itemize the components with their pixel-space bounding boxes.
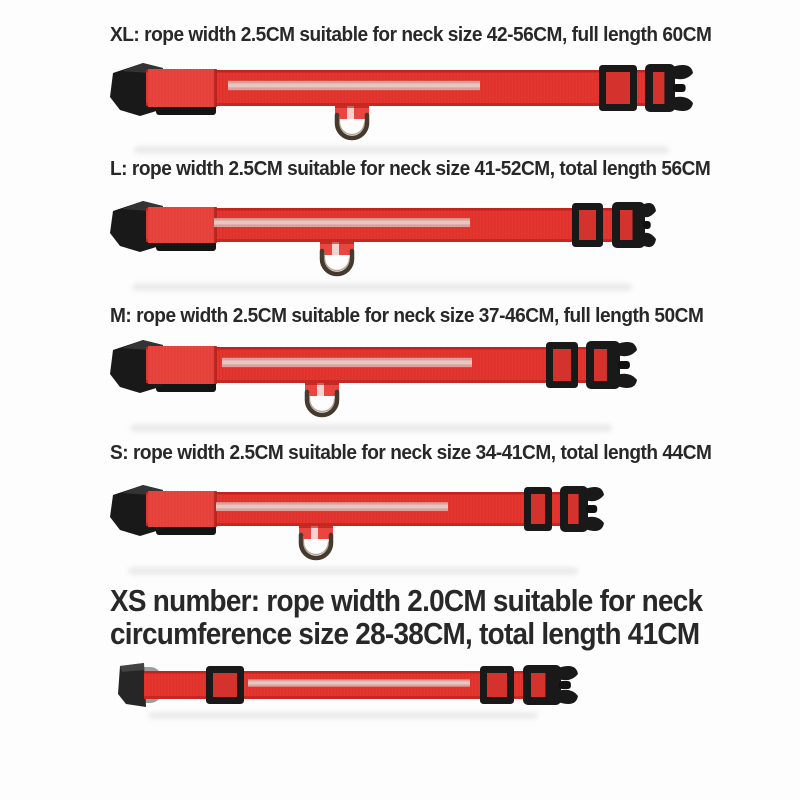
size-label-m: M: rope width 2.5CM suitable for neck size 37-46CM, full length 50CM [110, 304, 704, 327]
tri-glide-slider [572, 203, 603, 247]
clasp-buckle [612, 202, 656, 248]
size-label-xs-line1: XS number: rope width 2.0CM suitable for neck [110, 583, 703, 618]
tri-glide-slider [206, 666, 244, 704]
tri-glide-slider-2 [480, 666, 514, 704]
clasp-buckle [645, 64, 693, 112]
clasp-buckle [586, 341, 637, 389]
reflective-stripe [216, 502, 448, 511]
strap-fold [148, 491, 217, 527]
collar-image-xs [118, 663, 582, 745]
collar-image-xl [110, 62, 697, 152]
clasp-buckle [560, 486, 604, 532]
strap-fold [148, 207, 217, 243]
reflective-stripe [248, 679, 470, 686]
size-label-xs-line2: circumference size 28-38CM, total length 41CM [110, 616, 700, 651]
tri-glide-slider [524, 487, 552, 531]
collar-image-m [110, 339, 641, 429]
clasp-buckle [523, 665, 578, 705]
size-label-s: S: rope width 2.5CM suitable for neck size 34-41CM, total length 44CM [110, 441, 712, 464]
reflective-stripe [222, 358, 472, 367]
collar-image-l [110, 200, 660, 288]
reflective-stripe [214, 218, 470, 227]
reflective-stripe [228, 81, 480, 90]
tri-glide-slider [599, 65, 637, 111]
tri-glide-slider [546, 342, 578, 388]
collar-image-s [110, 484, 608, 572]
size-label-xl: XL: rope width 2.5CM suitable for neck size 42-56CM, full length 60CM [110, 23, 712, 46]
strap-fold [148, 69, 217, 107]
strap-fold [148, 346, 217, 384]
size-label-l: L: rope width 2.5CM suitable for neck size 41-52CM, total length 56CM [110, 157, 711, 180]
left-buckle [118, 663, 146, 707]
